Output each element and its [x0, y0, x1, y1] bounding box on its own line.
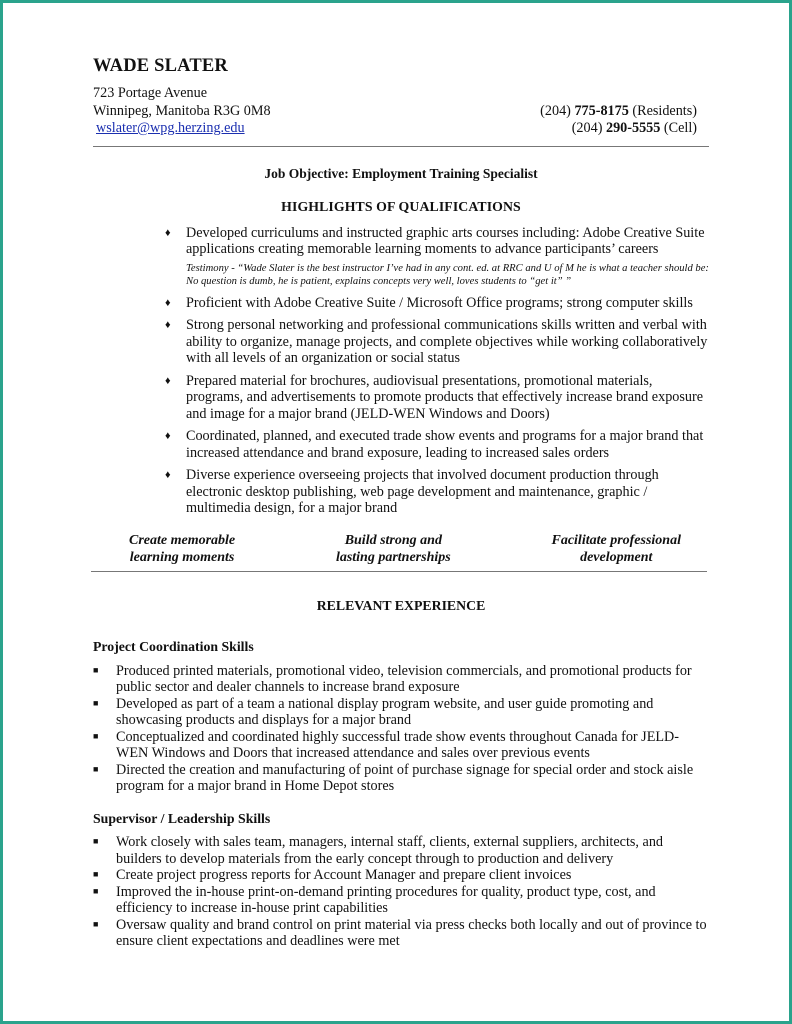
- experience-heading: RELEVANT EXPERIENCE: [316, 597, 486, 613]
- diamond-bullet-icon: ♦: [165, 226, 171, 239]
- resume-page: [93, 55, 709, 950]
- list-item: ♦ Prepared material for brochures, audiovisual presentations, promotional materials, programs, and advertisements to promote products that effectively increase brand exposure and image for a major brand (JELD-WEN Windows and Doors): [165, 372, 704, 422]
- list-item: ■ Developed as part of a team a national display program website, and user guide promoting and showcasing products and displays for a major brand: [93, 695, 654, 728]
- phone-residence: (204) 775-8175 (Residents): [540, 102, 697, 119]
- testimony-quote: Testimony - “Wade Slater is the best instructor I’ve had in any cont. ed. at RRC and U of M he is what a teacher should be: No question is dumb, he is patient, explains concepts very well, loves students to “get it” ”: [186, 262, 709, 287]
- list-item: ♦ Proficient with Adobe Creative Suite / Microsoft Office programs; strong computer skills: [165, 294, 693, 311]
- leadership-skills-list: [93, 834, 709, 950]
- list-item: ■ Oversaw quality and brand control on print material via press checks both locally and out of province to ensure client expectations and deadlines were met: [93, 916, 707, 949]
- list-item: ■ Work closely with sales team, managers, internal staff, clients, external suppliers, architects, and builders to develop materials from the early concept through to production and delivery: [93, 834, 664, 867]
- list-item: ■ Conceptualized and coordinated highly successful trade show events throughout Canada for JELD-WEN Windows and Doors that increased attendance and sales over previous events: [93, 728, 680, 761]
- section-heading-project: Project Coordination Skills: [93, 639, 254, 654]
- email-link[interactable]: wslater@wpg.herzing.edu: [96, 120, 245, 136]
- contact-block: [93, 85, 709, 138]
- address-line-1: 723 Portage Avenue: [93, 85, 207, 101]
- address-line-2: Winnipeg, Manitoba R3G 0M8: [93, 102, 271, 119]
- diamond-bullet-icon: ♦: [165, 319, 171, 331]
- square-bullet-icon: ■: [93, 918, 99, 929]
- list-item: ♦ Developed curriculums and instructed graphic arts courses including: Adobe Creative Suite applications creating memorable learning moments to advance participants’ careers Testimony - “Wade Slater is the best instructor I’ve had in any cont. ed. at RRC and U of M he is what a teacher should be: No question is dumb, he is patient, explains concepts very well, loves students to “get it” ”: [165, 224, 709, 287]
- list-item: ♦ Diverse experience overseeing projects that involved document production through electronic desktop publishing, web page development and maintenance, graphic / multimedia design, for a major brand: [165, 467, 659, 516]
- list-item: ■ Produced printed materials, promotional video, television commercials, and promotional products for public sector and dealer channels to increase brand exposure: [93, 662, 692, 695]
- list-item: ■ Improved the in-house print-on-demand printing procedures for quality, product type, cost, and efficiency to increase in-house print capabilities: [93, 883, 656, 916]
- square-bullet-icon: ■: [93, 763, 99, 774]
- tagline: Build strong and lasting partnerships: [335, 532, 451, 565]
- square-bullet-icon: ■: [93, 664, 99, 675]
- square-bullet-icon: ■: [93, 885, 99, 896]
- diamond-bullet-icon: ♦: [165, 374, 171, 387]
- highlights-list: [93, 225, 709, 517]
- tagline: Create memorable learning moments: [129, 532, 236, 565]
- square-bullet-icon: ■: [93, 730, 99, 741]
- phone-cell: (204) 290-5555 (Cell): [571, 120, 697, 136]
- list-item: ■ Create project progress reports for Account Manager and prepare client invoices: [93, 867, 572, 883]
- project-skills-list: [93, 663, 709, 795]
- taglines: [93, 532, 709, 566]
- list-item: ■ Directed the creation and manufacturing of point of purchase signage for special order and stock aisle program for a major brand in Home Depot stores: [93, 761, 694, 794]
- square-bullet-icon: ■: [93, 697, 99, 708]
- taglines-divider: [91, 571, 707, 572]
- square-bullet-icon: ■: [93, 869, 99, 879]
- list-item: ♦ Strong personal networking and professional communications skills written and verbal with ability to organize, manage projects, and complete objectives while working collaboratively with all levels of an organization or social status: [165, 317, 708, 366]
- list-item: ♦ Coordinated, planned, and executed trade show events and programs for a major brand that increased attendance and brand exposure, leading to increased sales orders: [165, 428, 704, 461]
- square-bullet-icon: ■: [93, 836, 99, 846]
- tagline: Facilitate professional development: [551, 532, 681, 565]
- section-heading-supervisor: Supervisor / Leadership Skills: [93, 810, 271, 826]
- diamond-bullet-icon: ♦: [165, 469, 171, 481]
- highlights-heading: HIGHLIGHTS OF QUALIFICATIONS: [281, 199, 521, 214]
- candidate-name: WADE SLATER: [93, 56, 228, 76]
- job-objective: Job Objective: Employment Training Specialist: [264, 165, 538, 181]
- header-divider: [93, 146, 709, 147]
- diamond-bullet-icon: ♦: [165, 430, 171, 442]
- diamond-bullet-icon: ♦: [165, 296, 171, 309]
